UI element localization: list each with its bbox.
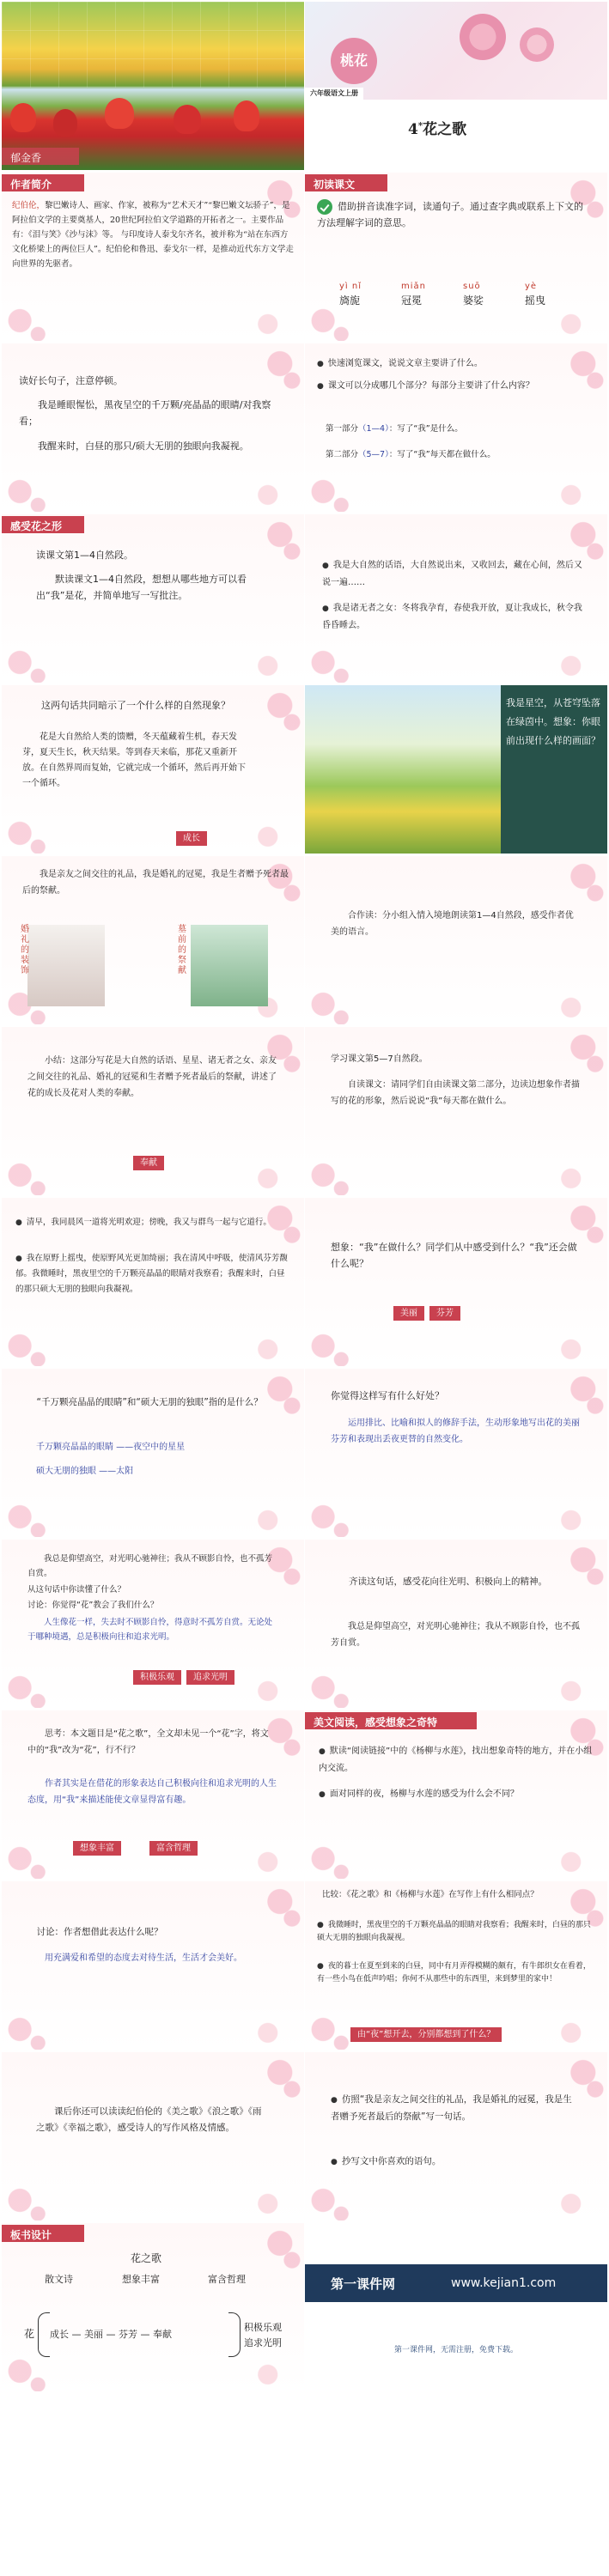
further-reading-slide (2, 2052, 304, 2221)
bullet-item: ● 仿照“我是亲友之间交往的礼品，我是婚礼的冠冕，我是生者赠予死者最后的祭献”写一句话。 (331, 2092, 580, 2125)
discussion-slide (2, 1881, 304, 2050)
author-name: 纪伯伦， (12, 201, 46, 210)
part-label: 第一部分 (326, 424, 359, 434)
brand-url[interactable]: www.kejian1.com (451, 2276, 557, 2290)
bullet-item: ● 清早，我同晨风一道将光明欢迎；傍晚，我又与群鸟一起与它道行。 (15, 1215, 290, 1230)
paragraph: 我是睡眼惺忪，黑夜呈空的千万颗/亮晶晶的眼睛/对我察看； (19, 399, 271, 427)
part-range: （1—4） (358, 424, 389, 434)
brace (38, 2312, 50, 2357)
pinyin: miǎn (401, 282, 426, 291)
author-label: 郁金香 (2, 148, 79, 165)
keyword-tag: 芬芳 (429, 1306, 460, 1321)
vocab-word: 摇曳 (525, 295, 546, 307)
part-one (326, 421, 600, 437)
paragraph: 比较：《花之歌》和《杨柳与水莲》在写作上有什么相同点？ (322, 1890, 539, 1899)
section-header: 感受花之形 (2, 516, 84, 533)
reading-pause-slide (2, 343, 304, 512)
section-header: 作者简介 (2, 174, 84, 191)
cooperative-read-slide (305, 856, 607, 1024)
eyes-slide (2, 1369, 304, 1537)
paragraph: 这两句话共同暗示了一个什么样的自然现象？ (41, 700, 230, 711)
lesson-title (408, 117, 466, 138)
instruction-text: 借助拼音读准字词，读通句子。通过查字典或联系上下文的方法理解字词的意思。 (317, 201, 583, 228)
caption: 婚礼的装饰 (21, 925, 29, 975)
part-text: ：写了“我”每天都在做什么。 (388, 450, 496, 459)
bullet-item: ● 夜的暮士在夏至到来的白昼，同中有月弄得模糊的颇有，有牛郎织女在看着，有一些小鸟在低声吟唱；你何不从那些中的东西里，来到梦里的家中！ (317, 1960, 592, 1986)
paragraph: 小结：这部分写花是大自然的话语、星星、诸无者之女、亲友之间交往的礼品、婚礼的冠冕和生者赠予死者最后的祭献，讲述了花的成长及花对人类的奉献。 (27, 1056, 277, 1098)
title-photo-slide (2, 2, 304, 170)
grid-overlay (2, 2, 304, 88)
bullet-item: ● 我是诸无者之女：冬将我孕育，春使我开放，夏让我成长，秋令我昏昏睡去。 (322, 600, 588, 634)
pinyin: suō (463, 282, 481, 291)
paragraph: 我总是仰望高空，对光明心驰神往；我从不顾影自怜，也不孤芳自赏。 (27, 1554, 273, 1578)
board-item: 散文诗 (45, 2274, 73, 2285)
bullet-item: ● 默读“阅读链接”中的《杨柳与水莲》，找出想象奇特的地方，并在小组内交流。 (319, 1743, 594, 1777)
meadow-photo (305, 685, 501, 854)
imagine-slide (305, 685, 607, 854)
board-item: 花 (24, 2328, 35, 2340)
part-text: ：写了“我”是什么。 (388, 424, 463, 434)
brace (228, 2312, 241, 2357)
paragraph: 讨论：作者想借此表达什么呢？ (36, 1927, 163, 1937)
title-slide (305, 2, 607, 170)
brand-slogan: 第一课件网，无需注册，免费下载。 (393, 2346, 518, 2354)
paragraph: 我总是仰望高空，对光明心驰神往；我从不顾影自怜，也不孤芳自赏。 (331, 1622, 580, 1648)
bullet-item: ● 课文可以分成哪几个部分？每部分主要讲了什么内容？ (317, 378, 575, 395)
tag-wrap (174, 829, 210, 846)
paragraph: 齐读这句话，感受花向往光明、积极向上的精神。 (349, 1577, 547, 1587)
keyword-tag: 成长 (176, 831, 207, 846)
bullet-item: ● 快速浏览课文，说说文章主要讲了什么。 (317, 355, 592, 373)
title-thinking-slide (2, 1710, 304, 1879)
title-panel (305, 100, 607, 170)
bullet-item: ● 抄写文中你喜欢的语句。 (331, 2154, 580, 2171)
tulip-shape (10, 103, 36, 132)
paragraph: “千万颗亮晶晶的眼睛”和“硕大无朋的独眼”指的是什么？ (36, 1397, 263, 1407)
paragraph: 从这句话中你读懂了什么？ (27, 1585, 126, 1595)
answer: 硕大无朋的独眼 ——太阳 (36, 1467, 134, 1476)
brand-slide (305, 2223, 607, 2391)
check-icon (317, 199, 332, 215)
board-item: 富含哲理 (208, 2274, 246, 2285)
keyword-tag: 富含哲理 (149, 1841, 198, 1856)
keyword-tag: 追求光明 (186, 1670, 234, 1685)
paragraph: 我醒来时，白昼的那只/硕大无朋的独眼向我凝视。 (38, 440, 249, 452)
structure-slide (305, 343, 607, 512)
vocab-word: 冠冕 (401, 295, 423, 307)
tag-wrap (131, 1668, 237, 1685)
paragraph: 读好长句子，注意停顿。 (19, 375, 123, 386)
nature-cycle-slide (2, 685, 304, 854)
paragraph: 花是大自然给人类的馈赠，冬天蕴藏着生机，春天发芽，夏天生长，秋天结果。等到春天来临，那花又重新开放。在自然界周而复始，它就完成一个循环，然后再开始下一个循环。 (22, 732, 246, 788)
answer: 千万颗亮晶晶的眼睛 ——夜空中的星星 (36, 1443, 186, 1452)
keyword-tag: 美丽 (393, 1306, 424, 1321)
bullet-item: ● 我是大自然的话语，大自然说出来，又收回去，藏在心间，然后又说一遍…… (322, 557, 588, 591)
learn-part-two-slide (305, 1027, 607, 1195)
vocab-word-row (339, 293, 588, 309)
tag-wrap (70, 1839, 200, 1856)
homework-slide (305, 2052, 607, 2221)
paragraph: 课后你还可以读读纪伯伦的《美之歌》《浪之歌》《雨之歌》《幸福之歌》，感受诗人的写作风格及情感。 (36, 2106, 262, 2133)
tulip-shape (174, 105, 201, 134)
paragraph: 想象：“我”在做什么？同学们从中感受到什么？“我”还会做什么呢？ (331, 1242, 577, 1269)
vocab-word: 婆娑 (463, 295, 484, 307)
part-two (326, 447, 600, 463)
lesson-number: 4 (408, 121, 418, 138)
answer: 作者其实是在借花的形象表达自己积极向往和追求光明的人生态度，用“我”来描述能使文章显得富有趣。 (27, 1779, 277, 1805)
answer: 人生像花一样，失去时不顾影自怜，得意时不孤芳自赏。无论处于哪种境遇，总是积极向往和追求光明。 (27, 1618, 273, 1642)
section-header: 板书设计 (2, 2225, 84, 2242)
bullet-item: ● 我在原野上摇曳，使原野风光更加绮丽；我在清风中呼吸，使清风芬芳馥郁。我微睡时，黑夜里空的千万颗亮晶晶的眼睛对我察看；我醒来时，白昼的那只硕大无朋的独眼向我凝视。 (15, 1251, 290, 1297)
keyword-tag: 由“夜”想开去，分别都想到了什么？ (350, 2027, 502, 2042)
daily-actions-slide (2, 1198, 304, 1366)
imagine-text: 我是星空，从苍穹坠落在绿茵中。想象：你眼前出现什么样的画面？ (506, 697, 600, 746)
tag-wrap (348, 2026, 504, 2042)
peach-blossom-badge: 桃花 (331, 38, 377, 84)
board-item: 想象丰富 (122, 2274, 160, 2285)
paragraph: 讨论：你觉得“花”教会了我们什么？ (27, 1601, 159, 1610)
blossom-shape (460, 14, 506, 60)
paragraph: 合作读：分小组入情入境地朗读第1—4自然段，感受作者优美的语言。 (331, 911, 574, 937)
caption: 墓前的祭献 (178, 925, 186, 975)
paragraph: 我是亲友之间交往的礼品，我是婚礼的冠冕，我是生者赠予死者最后的祭献。 (22, 870, 289, 896)
benefit-slide (305, 1369, 607, 1537)
answer: 用充满爱和希望的态度去对待生活，生活才会美好。 (45, 1953, 242, 1963)
wedding-photo (27, 925, 105, 1006)
board-item: 积极乐观 (244, 2322, 282, 2333)
vocab-pinyin-row (339, 277, 588, 295)
flower-form-slide (2, 514, 304, 683)
life-lesson-slide (2, 1540, 304, 1708)
grade-label: 六年级语文上册 (305, 88, 363, 100)
author-body: 黎巴嫩诗人、画家、作家，被称为“艺术天才”“黎巴嫩文坛骄子”，是阿拉伯文学的主要奠基人，20世纪阿拉伯文学道路的开拓者之一。主要作品有：《泪与笑》《沙与沫》等。 与印度诗人泰戈尔齐名，被并称为“站在东西方文化桥梁上的两位巨人”。纪伯伦和鲁迅、泰戈尔一样，是推动近代东方文学走向世界的先驱者。 (12, 201, 294, 269)
tulip-shape (234, 100, 259, 131)
tag-wrap (391, 1304, 463, 1321)
blossom-shape (520, 27, 554, 62)
imagine-actions-slide (305, 1198, 607, 1366)
author-intro-text (12, 198, 295, 271)
vocab-word: 旖旎 (339, 295, 361, 307)
gift-slide (2, 856, 304, 1024)
tag-wrap (131, 1154, 167, 1170)
board-design-slide (2, 2223, 304, 2391)
tulip-shape (105, 98, 134, 129)
choral-read-slide (305, 1540, 607, 1708)
lesson-sup: * (417, 121, 423, 131)
paragraph: 学习课文第5—7自然段。 (331, 1054, 428, 1064)
paragraph: 思考：本文题目是“花之歌”，全文却未见一个“花”字，将文中的“我”改为“花”，行不行？ (27, 1729, 269, 1755)
board-title: 花之歌 (131, 2252, 162, 2264)
summary-slide (2, 1027, 304, 1195)
quotes-slide (305, 514, 607, 683)
pinyin: yè (525, 282, 538, 291)
board-item: 追求光明 (244, 2337, 282, 2348)
paragraph: 默读课文1—4自然段，想想从哪些地方可以看出“我”是花，并简单地写一写批注。 (36, 574, 247, 601)
grave-photo (191, 925, 268, 1006)
brand-name: 第一课件网 (331, 2276, 396, 2292)
board-chain: 成长 — 美丽 — 芬芳 — 奉献 (50, 2329, 172, 2340)
bullet-item: ● 面对同样的夜，杨柳与水莲的感受为什么会不同？ (319, 1786, 594, 1803)
keyword-tag: 奉献 (133, 1156, 164, 1170)
instruction (317, 198, 592, 231)
part-range: （5—7） (358, 450, 389, 459)
bullet-item: ● 我微睡时，黑夜里空的千万颗亮晶晶的眼睛对我察看；我醒来时，白昼的那只硕大无朋的独眼向我凝视。 (317, 1919, 592, 1945)
part-label: 第二部分 (326, 450, 359, 459)
tulip-shape (53, 109, 77, 137)
paragraph: 读课文第1—4自然段。 (36, 550, 133, 561)
author-intro-slide (2, 173, 304, 341)
paragraph: 你觉得这样写有什么好处？ (331, 1390, 444, 1401)
essay-reading-slide (305, 1710, 607, 1879)
paragraph: 自读课文：请同学们自由读课文第二部分，边读边想象作者描写的花的形象，然后说说“我”每天都在做什么。 (331, 1080, 580, 1106)
pinyin: yì nǐ (339, 282, 362, 291)
answer: 运用排比、比喻和拟人的修辞手法，生动形象地写出花的美丽芬芳和表现出丢夜更替的自然变化。 (331, 1419, 580, 1444)
section-header: 美文阅读，感受想象之奇特 (305, 1712, 477, 1729)
lesson-name: 花之歌 (423, 121, 467, 138)
first-reading-slide (305, 173, 607, 341)
keyword-tag: 想象丰富 (73, 1841, 121, 1856)
section-header: 初读课文 (305, 174, 387, 191)
comparison-slide (305, 1881, 607, 2050)
keyword-tag: 积极乐观 (133, 1670, 181, 1685)
